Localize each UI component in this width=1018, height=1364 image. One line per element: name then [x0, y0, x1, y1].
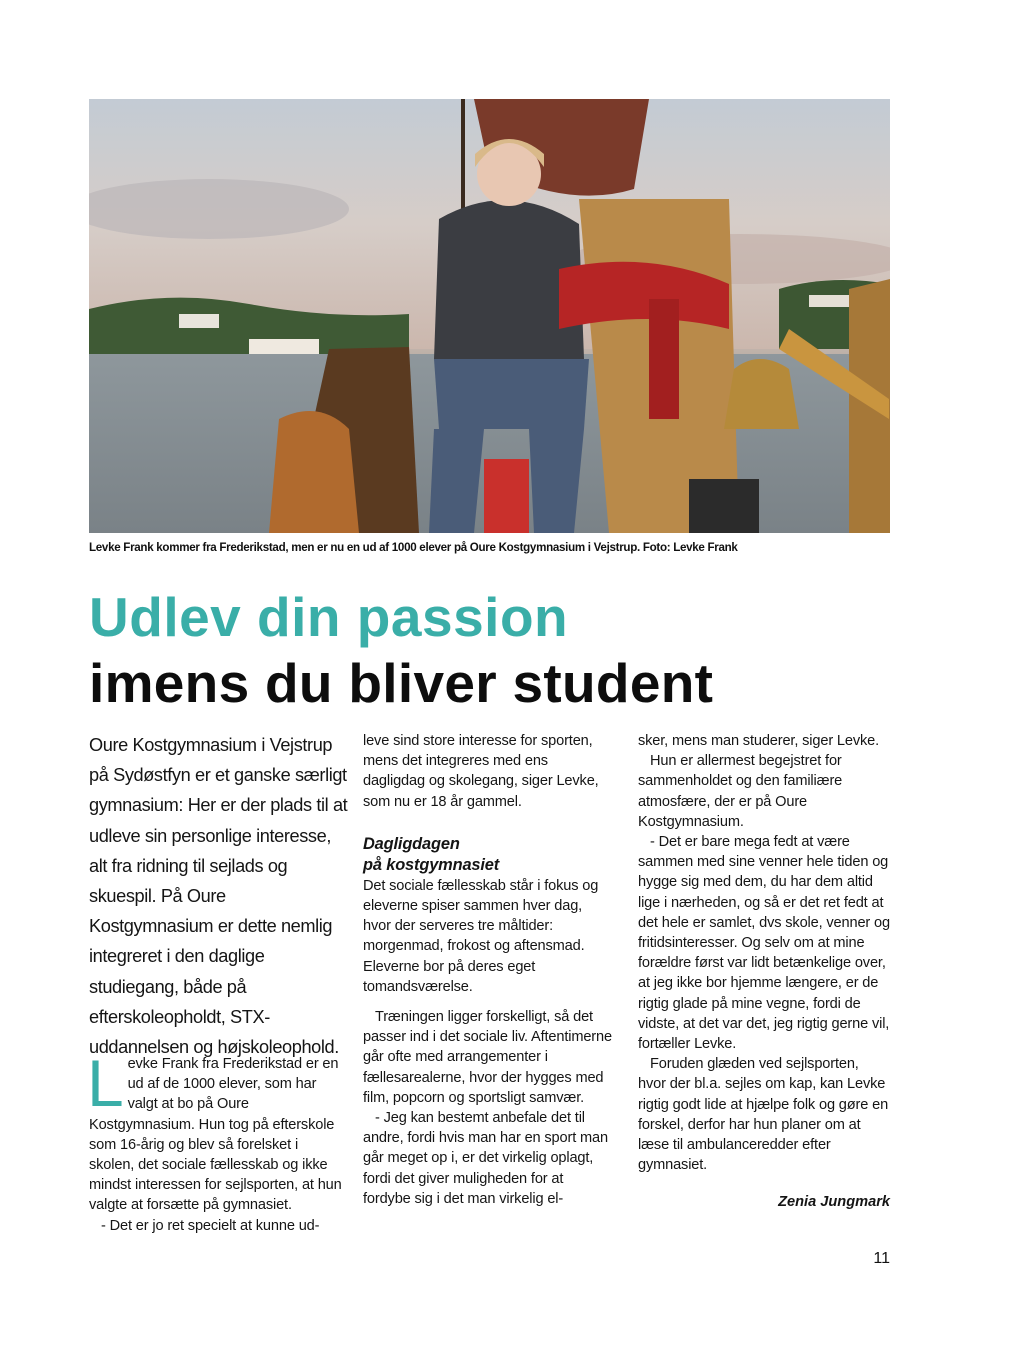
- column-3: [638, 731, 890, 1175]
- subheading: [363, 834, 613, 876]
- body-paragraph: - Det er bare mega fedt at være sammen med sine venner hele tiden og hygge sig med dem, du har dem altid lige i nærheden, og så er det ret fedt at det hele er samlet, dvs skole, venner og fritidsinteresser. Og selv om at mine forældre først var lidt betænkelige over, at jeg ikke bor hjemme længere, er de rigtig glade på mine vegne, fordi de vidste, at det var det, jeg rigtig gerne vil, fortæller Levke.: [638, 834, 890, 1053]
- body-paragraph: Det sociale fællesskab står i fokus og eleverne spiser sammen hver dag, hvor der serveres tre måltider: morgenmad, frokost og aftensmad. Eleverne bor på deres eget tomandsværelse.: [363, 877, 599, 995]
- lead-text: Oure Kostgymnasium i Vejstrup på Sydøstfyn er et ganske særligt gymnasium: Her er der plads til at udleve sin personlige interesse, alt fra ridning til sejlads og skuespil. På Oure Kostgymnasium er dette nemlig integreret i den daglige studiegang, både på efterskoleopholdt, STX-uddannelsen og højskoleophold.: [89, 735, 348, 1058]
- body-paragraph: Træningen ligger forskelligt, så det passer ind i det sociale liv. Aftentimerne går ofte med arrangementer i fællesarealerne, hvor der hygges med film, popcorn og sportsligt samvær.: [363, 1009, 612, 1106]
- page-number: 11: [873, 1250, 890, 1267]
- body-paragraph: sker, mens man studerer, siger Levke.: [638, 733, 880, 749]
- photo-caption: Levke Frank kommer fra Frederikstad, men er nu en ud af 1000 elever på Oure Kostgymnasium i Vejstrup. Foto: Levke Frank: [89, 541, 738, 554]
- headline-line-2: imens du bliver student: [89, 652, 714, 714]
- lead-paragraph: [89, 730, 351, 1062]
- body-paragraph: [87, 1046, 344, 1216]
- subheading-line-2: på kostgymnasiet: [363, 855, 500, 874]
- column-1: [87, 1046, 344, 1236]
- column-2: [363, 731, 613, 1209]
- body-text: evke Frank fra Frederikstad er en ud af de 1000 elever, som har valgt at bo på Oure Kostgymnasium. Hun tog på efterskole som 16-årig og blev så forelsket i skolen, det sociale fællesskab og ikke mindst interessen for sejlsporten, at hun valgte at forsætte på gymnasiet.: [89, 1056, 342, 1214]
- body-paragraph: - Det er jo ret specielt at kunne ud-: [101, 1217, 320, 1234]
- photo-illustration: [89, 99, 890, 533]
- subheading-line-1: Dagligdagen: [363, 834, 460, 853]
- drop-cap: L: [87, 1046, 124, 1120]
- body-paragraph: Hun er allermest begejstret for sammenholdet og den familiære atmosfære, der er på Oure Kostgymnasium.: [638, 753, 843, 830]
- body-paragraph: Foruden glæden ved sejlsporten, hvor der bl.a. sejles om kap, kan Levke rigtig godt lide at hjælpe folk og gøre en forskel, derfor har hun planer om at læse til ambulanceredder efter gymnasiet.: [638, 1056, 889, 1174]
- article-photo: [89, 99, 890, 533]
- headline-line-1: Udlev din passion: [89, 586, 569, 648]
- byline: Zenia Jungmark: [778, 1194, 890, 1210]
- body-paragraph: - Jeg kan bestemt anbefale det til andre, fordi hvis man har en sport man går meget op i, er det virkelig oplagt, fordi det giver muligheden for at fordybe sig i det man virkelig el-: [363, 1110, 608, 1207]
- body-paragraph: leve sind store interesse for sporten, mens det integreres med ens dagligdag og skolegang, siger Levke, som nu er 18 år gammel.: [363, 733, 599, 810]
